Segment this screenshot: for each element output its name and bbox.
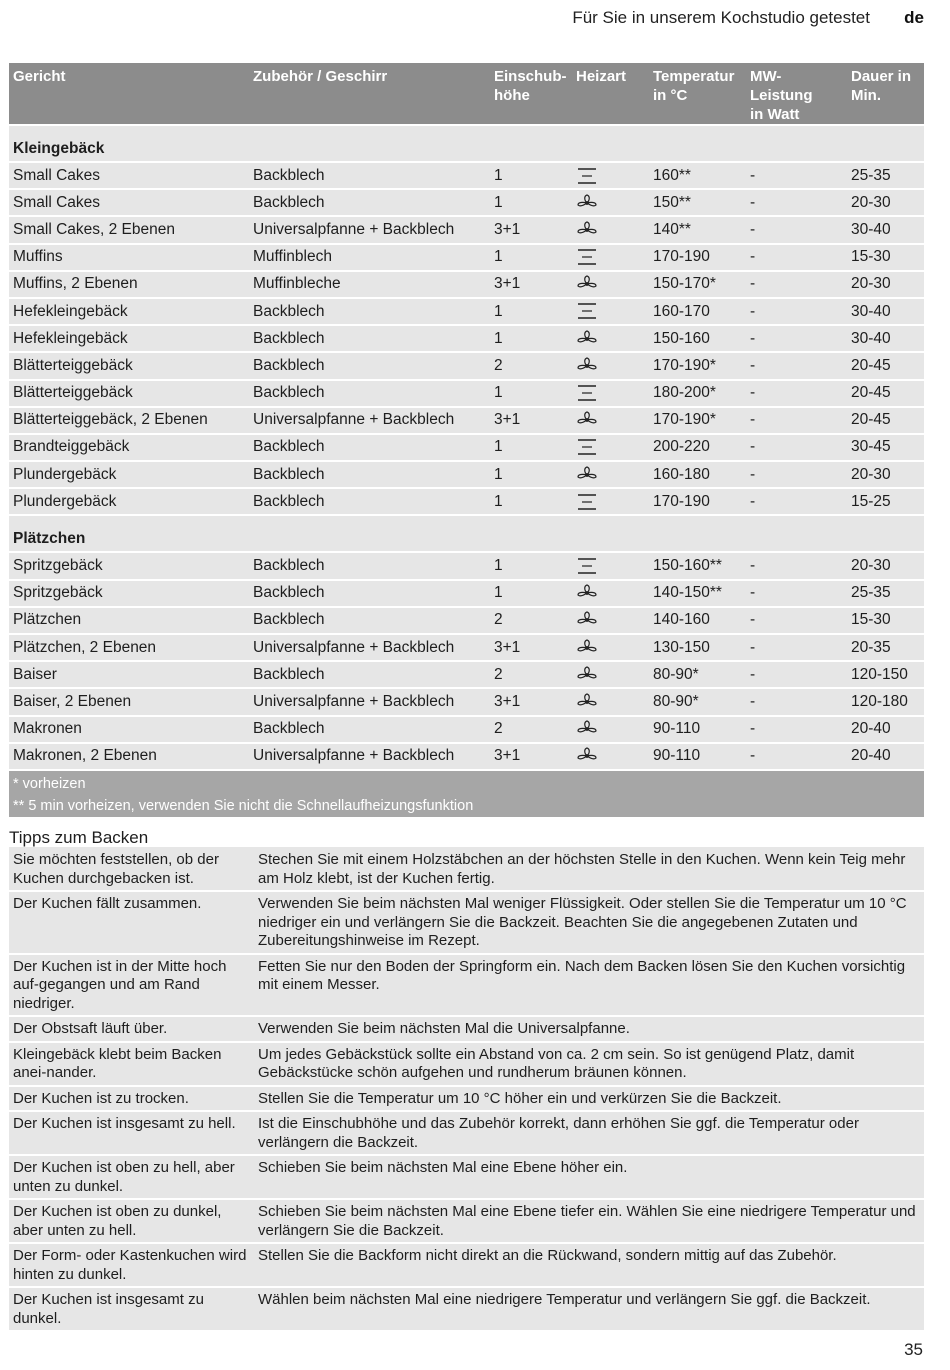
top-bottom-heat-icon bbox=[576, 167, 598, 184]
microwave-power-cell: - bbox=[746, 488, 847, 515]
dish-cell: Blätterteiggebäck bbox=[9, 352, 249, 379]
microwave-power-cell: - bbox=[746, 688, 847, 715]
accessory-cell: Muffinblech bbox=[249, 244, 490, 271]
tip-problem: Der Form- oder Kastenkuchen wird hinten zu dunkel. bbox=[9, 1243, 254, 1287]
table-row bbox=[9, 488, 924, 515]
heating-mode-cell bbox=[572, 716, 649, 743]
dish-cell: Hefekleingebäck bbox=[9, 325, 249, 352]
accessory-cell: Backblech bbox=[249, 552, 490, 579]
dish-cell: Brandteiggebäck bbox=[9, 434, 249, 461]
microwave-power-cell: - bbox=[746, 580, 847, 607]
accessory-cell: Backblech bbox=[249, 298, 490, 325]
microwave-power-cell: - bbox=[746, 325, 847, 352]
accessory-cell: Backblech bbox=[249, 716, 490, 743]
footnote-row bbox=[9, 770, 924, 795]
section-row bbox=[9, 125, 924, 162]
shelf-level-cell: 1 bbox=[490, 434, 572, 461]
accessory-cell: Backblech bbox=[249, 488, 490, 515]
temperature-cell: 130-150 bbox=[649, 634, 746, 661]
hot-air-fan-icon bbox=[576, 693, 598, 710]
table-row bbox=[9, 434, 924, 461]
duration-cell: 20-35 bbox=[847, 634, 924, 661]
dish-cell: Plundergebäck bbox=[9, 461, 249, 488]
shelf-level-cell: 1 bbox=[490, 244, 572, 271]
tips-table bbox=[9, 847, 924, 1330]
table-row bbox=[9, 552, 924, 579]
microwave-power-cell: - bbox=[746, 298, 847, 325]
table-row bbox=[9, 216, 924, 243]
duration-cell: 20-45 bbox=[847, 352, 924, 379]
dish-cell: Baiser bbox=[9, 661, 249, 688]
microwave-power-cell: - bbox=[746, 216, 847, 243]
shelf-level-cell: 2 bbox=[490, 716, 572, 743]
temperature-cell: 140-150** bbox=[649, 580, 746, 607]
table-row bbox=[9, 189, 924, 216]
dish-cell: Spritzgebäck bbox=[9, 580, 249, 607]
temperature-cell: 150-160 bbox=[649, 325, 746, 352]
tip-problem: Der Kuchen fällt zusammen. bbox=[9, 891, 254, 954]
duration-cell: 30-45 bbox=[847, 434, 924, 461]
tip-solution: Verwenden Sie beim nächsten Mal die Universalpfanne. bbox=[254, 1016, 924, 1042]
temperature-cell: 80-90* bbox=[649, 661, 746, 688]
dish-cell: Plätzchen, 2 Ebenen bbox=[9, 634, 249, 661]
heating-mode-cell bbox=[572, 407, 649, 434]
accessory-cell: Backblech bbox=[249, 352, 490, 379]
shelf-level-cell: 1 bbox=[490, 552, 572, 579]
heating-mode-cell bbox=[572, 162, 649, 189]
accessory-cell: Universalpfanne + Backblech bbox=[249, 634, 490, 661]
duration-cell: 20-40 bbox=[847, 743, 924, 770]
microwave-power-cell: - bbox=[746, 607, 847, 634]
page-header-title: Für Sie in unserem Kochstudio getestet bbox=[572, 8, 870, 27]
temperature-cell: 160-180 bbox=[649, 461, 746, 488]
duration-cell: 20-45 bbox=[847, 407, 924, 434]
accessory-cell: Backblech bbox=[249, 607, 490, 634]
column-header: Dauer in Min. bbox=[847, 63, 924, 125]
language-code: de bbox=[904, 8, 924, 27]
table-row bbox=[9, 461, 924, 488]
table-row bbox=[9, 352, 924, 379]
heating-mode-cell bbox=[572, 580, 649, 607]
microwave-power-cell: - bbox=[746, 244, 847, 271]
accessory-cell: Universalpfanne + Backblech bbox=[249, 216, 490, 243]
hot-air-fan-icon bbox=[576, 584, 598, 601]
duration-cell: 20-30 bbox=[847, 271, 924, 298]
hot-air-fan-icon bbox=[576, 221, 598, 238]
tip-row bbox=[9, 1243, 924, 1287]
dish-cell: Small Cakes bbox=[9, 162, 249, 189]
tip-solution: Fetten Sie nur den Boden der Springform ein. Nach dem Backen lösen Sie den Kuchen vorsichtig mit einem Messer. bbox=[254, 954, 924, 1017]
temperature-cell: 160-170 bbox=[649, 298, 746, 325]
shelf-level-cell: 1 bbox=[490, 580, 572, 607]
tip-problem: Der Kuchen ist insgesamt zu dunkel. bbox=[9, 1287, 254, 1330]
tip-problem: Der Kuchen ist in der Mitte hoch auf-gegangen und am Rand niedriger. bbox=[9, 954, 254, 1017]
table-row bbox=[9, 244, 924, 271]
microwave-power-cell: - bbox=[746, 380, 847, 407]
temperature-cell: 90-110 bbox=[649, 743, 746, 770]
microwave-power-cell: - bbox=[746, 162, 847, 189]
tip-row bbox=[9, 1042, 924, 1086]
heating-mode-cell bbox=[572, 461, 649, 488]
accessory-cell: Backblech bbox=[249, 189, 490, 216]
tip-solution: Um jedes Gebäckstück sollte ein Abstand von ca. 2 cm sein. So ist genügend Platz, damit Gebäckstücke schön aufgehen und rundherum bräunen können. bbox=[254, 1042, 924, 1086]
tip-row bbox=[9, 1287, 924, 1330]
dish-cell: Hefekleingebäck bbox=[9, 298, 249, 325]
tip-problem: Der Kuchen ist oben zu hell, aber unten zu dunkel. bbox=[9, 1155, 254, 1199]
heating-mode-cell bbox=[572, 434, 649, 461]
hot-air-fan-icon bbox=[576, 666, 598, 683]
footnote: * vorheizen bbox=[9, 770, 924, 795]
duration-cell: 30-40 bbox=[847, 298, 924, 325]
shelf-level-cell: 3+1 bbox=[490, 743, 572, 770]
heating-mode-cell bbox=[572, 352, 649, 379]
table-row bbox=[9, 380, 924, 407]
shelf-level-cell: 1 bbox=[490, 488, 572, 515]
column-header: Einschub- höhe bbox=[490, 63, 572, 125]
microwave-power-cell: - bbox=[746, 743, 847, 770]
tip-problem: Der Kuchen ist zu trocken. bbox=[9, 1086, 254, 1112]
accessory-cell: Universalpfanne + Backblech bbox=[249, 743, 490, 770]
microwave-power-cell: - bbox=[746, 189, 847, 216]
hot-air-fan-icon bbox=[576, 611, 598, 628]
table-row bbox=[9, 580, 924, 607]
temperature-cell: 170-190* bbox=[649, 407, 746, 434]
accessory-cell: Backblech bbox=[249, 661, 490, 688]
temperature-cell: 140-160 bbox=[649, 607, 746, 634]
microwave-power-cell: - bbox=[746, 634, 847, 661]
hot-air-fan-icon bbox=[576, 330, 598, 347]
temperature-cell: 170-190* bbox=[649, 352, 746, 379]
microwave-power-cell: - bbox=[746, 271, 847, 298]
heating-mode-cell bbox=[572, 634, 649, 661]
table-row bbox=[9, 716, 924, 743]
footnote-row bbox=[9, 795, 924, 817]
hot-air-fan-icon bbox=[576, 639, 598, 656]
duration-cell: 25-35 bbox=[847, 162, 924, 189]
tip-solution: Schieben Sie beim nächsten Mal eine Ebene höher ein. bbox=[254, 1155, 924, 1199]
hot-air-fan-icon bbox=[576, 720, 598, 737]
temperature-cell: 160** bbox=[649, 162, 746, 189]
shelf-level-cell: 3+1 bbox=[490, 688, 572, 715]
temperature-cell: 150** bbox=[649, 189, 746, 216]
heating-mode-cell bbox=[572, 271, 649, 298]
top-bottom-heat-icon bbox=[576, 248, 598, 265]
accessory-cell: Muffinbleche bbox=[249, 271, 490, 298]
shelf-level-cell: 2 bbox=[490, 352, 572, 379]
table-row bbox=[9, 607, 924, 634]
table-row bbox=[9, 325, 924, 352]
dish-cell: Muffins, 2 Ebenen bbox=[9, 271, 249, 298]
dish-cell: Makronen bbox=[9, 716, 249, 743]
dish-cell: Blätterteiggebäck bbox=[9, 380, 249, 407]
accessory-cell: Backblech bbox=[249, 434, 490, 461]
heating-mode-cell bbox=[572, 688, 649, 715]
accessory-cell: Backblech bbox=[249, 325, 490, 352]
dish-cell: Muffins bbox=[9, 244, 249, 271]
heating-mode-cell bbox=[572, 743, 649, 770]
table-row bbox=[9, 634, 924, 661]
microwave-power-cell: - bbox=[746, 407, 847, 434]
table-row bbox=[9, 298, 924, 325]
hot-air-fan-icon bbox=[576, 275, 598, 292]
shelf-level-cell: 3+1 bbox=[490, 407, 572, 434]
tip-solution: Schieben Sie beim nächsten Mal eine Ebene tiefer ein. Wählen Sie eine niedrigere Temperatur und verlängern Sie die Backzeit. bbox=[254, 1199, 924, 1243]
temperature-cell: 170-190 bbox=[649, 488, 746, 515]
shelf-level-cell: 1 bbox=[490, 380, 572, 407]
shelf-level-cell: 1 bbox=[490, 325, 572, 352]
shelf-level-cell: 2 bbox=[490, 661, 572, 688]
duration-cell: 15-30 bbox=[847, 244, 924, 271]
duration-cell: 30-40 bbox=[847, 325, 924, 352]
dish-cell: Plätzchen bbox=[9, 607, 249, 634]
accessory-cell: Universalpfanne + Backblech bbox=[249, 688, 490, 715]
temperature-cell: 150-160** bbox=[649, 552, 746, 579]
tip-row bbox=[9, 1155, 924, 1199]
temperature-cell: 150-170* bbox=[649, 271, 746, 298]
heating-mode-cell bbox=[572, 552, 649, 579]
baking-table-header-row bbox=[9, 63, 924, 125]
accessory-cell: Universalpfanne + Backblech bbox=[249, 407, 490, 434]
dish-cell: Blätterteiggebäck, 2 Ebenen bbox=[9, 407, 249, 434]
tip-row bbox=[9, 1016, 924, 1042]
duration-cell: 20-40 bbox=[847, 716, 924, 743]
temperature-cell: 180-200* bbox=[649, 380, 746, 407]
duration-cell: 15-30 bbox=[847, 607, 924, 634]
shelf-level-cell: 3+1 bbox=[490, 634, 572, 661]
microwave-power-cell: - bbox=[746, 352, 847, 379]
tip-row bbox=[9, 954, 924, 1017]
tip-problem: Der Obstsaft läuft über. bbox=[9, 1016, 254, 1042]
tip-problem: Sie möchten feststellen, ob der Kuchen durchgebacken ist. bbox=[9, 848, 254, 892]
microwave-power-cell: - bbox=[746, 552, 847, 579]
duration-cell: 30-40 bbox=[847, 216, 924, 243]
footnote: ** 5 min vorheizen, verwenden Sie nicht die Schnellaufheizungsfunktion bbox=[9, 795, 924, 817]
heating-mode-cell bbox=[572, 244, 649, 271]
heating-mode-cell bbox=[572, 661, 649, 688]
tip-problem: Der Kuchen ist oben zu dunkel, aber unten zu hell. bbox=[9, 1199, 254, 1243]
table-row bbox=[9, 661, 924, 688]
shelf-level-cell: 2 bbox=[490, 607, 572, 634]
dish-cell: Small Cakes bbox=[9, 189, 249, 216]
tip-problem: Kleingebäck klebt beim Backen anei-nander. bbox=[9, 1042, 254, 1086]
microwave-power-cell: - bbox=[746, 461, 847, 488]
section-title: Plätzchen bbox=[9, 515, 924, 552]
duration-cell: 120-150 bbox=[847, 661, 924, 688]
shelf-level-cell: 1 bbox=[490, 461, 572, 488]
column-header: Gericht bbox=[9, 63, 249, 125]
shelf-level-cell: 3+1 bbox=[490, 216, 572, 243]
duration-cell: 120-180 bbox=[847, 688, 924, 715]
section-title: Kleingebäck bbox=[9, 125, 924, 162]
shelf-level-cell: 3+1 bbox=[490, 271, 572, 298]
microwave-power-cell: - bbox=[746, 661, 847, 688]
temperature-cell: 200-220 bbox=[649, 434, 746, 461]
heating-mode-cell bbox=[572, 325, 649, 352]
baking-table bbox=[9, 63, 924, 817]
top-bottom-heat-icon bbox=[576, 557, 598, 574]
hot-air-fan-icon bbox=[576, 194, 598, 211]
hot-air-fan-icon bbox=[576, 747, 598, 764]
shelf-level-cell: 1 bbox=[490, 162, 572, 189]
temperature-cell: 170-190 bbox=[649, 244, 746, 271]
heating-mode-cell bbox=[572, 607, 649, 634]
tip-row bbox=[9, 1111, 924, 1155]
duration-cell: 20-30 bbox=[847, 461, 924, 488]
tip-solution: Ist die Einschubhöhe und das Zubehör korrekt, dann erhöhen Sie ggf. die Temperatur oder verlängern die Backzeit. bbox=[254, 1111, 924, 1155]
column-header: MW-Leistung in Watt bbox=[746, 63, 847, 125]
dish-cell: Makronen, 2 Ebenen bbox=[9, 743, 249, 770]
column-header: Zubehör / Geschirr bbox=[249, 63, 490, 125]
table-row bbox=[9, 162, 924, 189]
dish-cell: Baiser, 2 Ebenen bbox=[9, 688, 249, 715]
tip-solution: Verwenden Sie beim nächsten Mal weniger Flüssigkeit. Oder stellen Sie die Temperatur um 10 °C niedriger ein und verlängern Sie die Backzeit. Beachten Sie die angegebenen Zutaten und Zubereitungshinweise im Rezept. bbox=[254, 891, 924, 954]
duration-cell: 25-35 bbox=[847, 580, 924, 607]
microwave-power-cell: - bbox=[746, 716, 847, 743]
tip-row bbox=[9, 1199, 924, 1243]
section-row bbox=[9, 515, 924, 552]
accessory-cell: Backblech bbox=[249, 380, 490, 407]
tip-solution: Stellen Sie die Backform nicht direkt an die Rückwand, sondern mittig auf das Zubehör. bbox=[254, 1243, 924, 1287]
duration-cell: 20-45 bbox=[847, 380, 924, 407]
hot-air-fan-icon bbox=[576, 466, 598, 483]
dish-cell: Small Cakes, 2 Ebenen bbox=[9, 216, 249, 243]
column-header: Temperatur in °C bbox=[649, 63, 746, 125]
column-header: Heizart bbox=[572, 63, 649, 125]
tip-problem: Der Kuchen ist insgesamt zu hell. bbox=[9, 1111, 254, 1155]
dish-cell: Plundergebäck bbox=[9, 488, 249, 515]
accessory-cell: Backblech bbox=[249, 162, 490, 189]
microwave-power-cell: - bbox=[746, 434, 847, 461]
heating-mode-cell bbox=[572, 488, 649, 515]
page-number: 35 bbox=[904, 1340, 923, 1359]
accessory-cell: Backblech bbox=[249, 461, 490, 488]
top-bottom-heat-icon bbox=[576, 439, 598, 456]
temperature-cell: 80-90* bbox=[649, 688, 746, 715]
top-bottom-heat-icon bbox=[576, 493, 598, 510]
heating-mode-cell bbox=[572, 189, 649, 216]
duration-cell: 20-30 bbox=[847, 189, 924, 216]
heating-mode-cell bbox=[572, 298, 649, 325]
heating-mode-cell bbox=[572, 380, 649, 407]
accessory-cell: Backblech bbox=[249, 580, 490, 607]
duration-cell: 20-30 bbox=[847, 552, 924, 579]
shelf-level-cell: 1 bbox=[490, 189, 572, 216]
duration-cell: 15-25 bbox=[847, 488, 924, 515]
top-bottom-heat-icon bbox=[576, 303, 598, 320]
tips-heading: Tipps zum Backen bbox=[9, 828, 149, 848]
shelf-level-cell: 1 bbox=[490, 298, 572, 325]
tip-solution: Stellen Sie die Temperatur um 10 °C höher ein und verkürzen Sie die Backzeit. bbox=[254, 1086, 924, 1112]
dish-cell: Spritzgebäck bbox=[9, 552, 249, 579]
table-row bbox=[9, 688, 924, 715]
tip-solution: Stechen Sie mit einem Holzstäbchen an der höchsten Stelle in den Kuchen. Wenn kein Teig mehr am Holz klebt, ist der Kuchen fertig. bbox=[254, 848, 924, 892]
table-row bbox=[9, 407, 924, 434]
table-row bbox=[9, 743, 924, 770]
hot-air-fan-icon bbox=[576, 357, 598, 374]
temperature-cell: 90-110 bbox=[649, 716, 746, 743]
heating-mode-cell bbox=[572, 216, 649, 243]
tip-row bbox=[9, 1086, 924, 1112]
tip-row bbox=[9, 891, 924, 954]
table-row bbox=[9, 271, 924, 298]
tip-solution: Wählen beim nächsten Mal eine niedrigere Temperatur und verlängern Sie ggf. die Backzeit. bbox=[254, 1287, 924, 1330]
temperature-cell: 140** bbox=[649, 216, 746, 243]
tip-row bbox=[9, 848, 924, 892]
hot-air-fan-icon bbox=[576, 411, 598, 428]
top-bottom-heat-icon bbox=[576, 384, 598, 401]
